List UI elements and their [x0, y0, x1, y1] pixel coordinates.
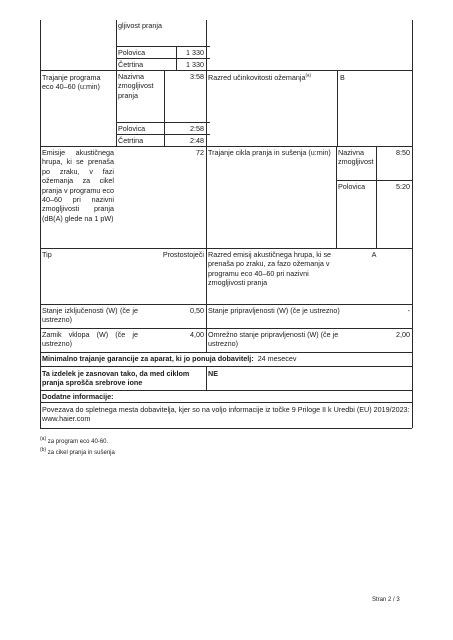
footnote-a: $^{(a)}$ za program eco 40-60. [40, 436, 109, 445]
supplier-link-text: Povezava do spletnega mesta dobavitelja, kjer so na voljo informacije iz točke 9 Priloge II k Uredbi (EU) 2019/2023: [42, 405, 410, 414]
programme-duration-label: Trajanje programa eco 40–60 (u:min) [42, 73, 101, 92]
noise-emission-label: Emisije akustičnega hrupa, ki se prenaša po zraku, v fazi ožemanja za cikel pranja v programu eco 40–60 pri nazivni zmogljivosti pranja (dB(A) glede na 1 pW) [42, 148, 114, 223]
half-value: 1 330 [186, 48, 204, 57]
product-information-table [40, 20, 412, 436]
noise-class-value: A [371, 250, 377, 259]
cycle-half-value: 5:20 [396, 182, 410, 191]
wash-capacity-continued: gljivost pranja [118, 21, 162, 30]
noise-class-label: Razred emisij akustičnega hrupa, ki se prenaša po zraku, za fazo ožemanja v programu eco 40–60 pri nazivni zmogljivosti pranja [208, 250, 332, 288]
warranty-label: Minimalno trajanje garancije za aparat, ki jo ponuja dobavitelj: [42, 354, 254, 363]
page-number: Stran 2 / 3 [372, 597, 400, 603]
networked-standby-label: Omrežno stanje pripravljenosti (W) (če je ustrezno) [208, 330, 339, 349]
cycle-rated-label: Nazivna zmogljivost [338, 148, 374, 167]
warranty-row [40, 353, 412, 366]
half-duration-value: 2:58 [190, 124, 204, 133]
standby-value: - [407, 306, 410, 315]
type-label: Tip [42, 250, 52, 259]
type-value: Prostostoječi [162, 250, 204, 259]
rated-duration-value: 3:58 [190, 72, 204, 81]
networked-standby-value: 2,00 [396, 330, 410, 339]
standby-label: Stanje pripravljenosti (W) (če je ustrezno) [208, 306, 340, 315]
footnote-b: $^{(b)}$ za cikel pranja in sušenja [40, 447, 115, 456]
wash-dry-cycle-duration-label: Trajanje cikla pranja in sušenja (u:min) [208, 148, 331, 157]
cycle-half-label: Polovica [338, 182, 366, 191]
warranty-value: 24 mesecev [257, 354, 297, 363]
rated-capacity-label: Nazivna zmogljivost pranja [118, 72, 154, 100]
footnote-ref: (a) [305, 72, 311, 78]
cycle-rated-value: 8:50 [396, 148, 410, 157]
spin-efficiency-class-label: Razred učinkovitosti ožemanja$^{(a)}$ [208, 72, 311, 82]
quarter-value: 1 330 [186, 60, 204, 69]
quarter-duration-value: 2:48 [190, 136, 204, 145]
noise-emission-value: 72 [196, 148, 204, 157]
delay-start-value: 4,00 [190, 330, 204, 339]
off-mode-label: Stanje izklјučenosti (W) (če je ustrezno) [42, 306, 138, 325]
spin-efficiency-class-value: B [340, 73, 345, 82]
half-label: Polovica [118, 48, 146, 57]
quarter-label: Četrtina [118, 60, 144, 69]
additional-info-label: Dodatne informacije: [42, 392, 114, 401]
silver-ions-label: Ta izdelek je zasnovan tako, da med ciklom pranja sprošča srebrove ione [42, 369, 190, 388]
supplier-link-url[interactable]: www.haier.com [42, 414, 91, 424]
supplier-link-row [40, 404, 412, 428]
silver-ions-value: NE [208, 369, 218, 378]
delay-start-label: Zamik vklopa (W) (če je ustrezno) [42, 330, 138, 349]
quarter-duration-label: Četrtina [118, 136, 144, 145]
half-duration-label: Polovica [118, 124, 146, 133]
off-mode-value: 0,50 [190, 306, 204, 315]
